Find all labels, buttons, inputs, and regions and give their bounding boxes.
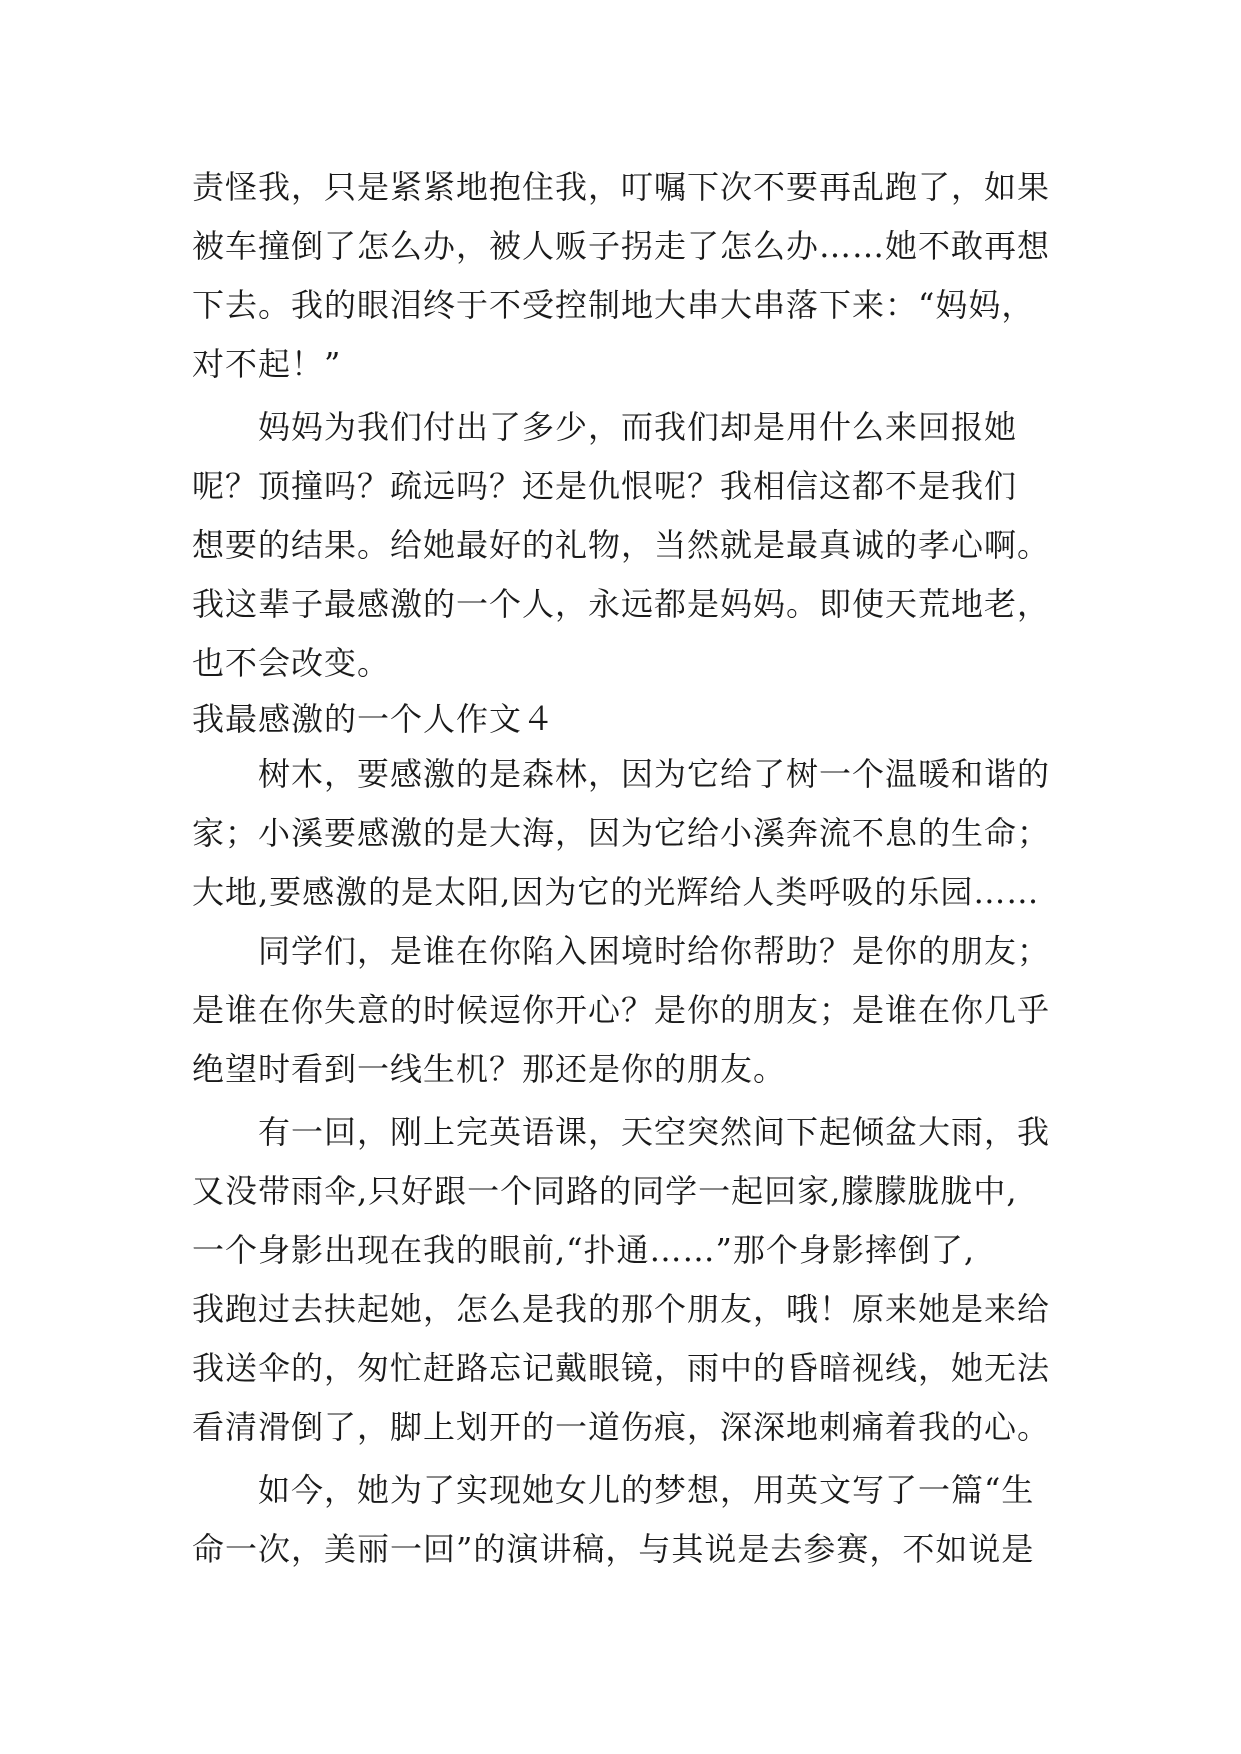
- text-line: 看清滑倒了，脚上划开的一道伤痕，深深地刺痛着我的心。: [192, 1408, 1051, 1446]
- text-line: 又没带雨伞,只好跟一个同路的同学一起回家,朦朦胧胧中,: [192, 1172, 1018, 1210]
- text-line: 一个身影出现在我的眼前,“扑通……”那个身影摔倒了,: [192, 1231, 976, 1269]
- text-line: 呢？顶撞吗？疏远吗？还是仇恨呢？我相信这都不是我们: [192, 467, 1018, 505]
- text-line: 想要的结果。给她最好的礼物，当然就是最真诚的孝心啊。: [192, 526, 1051, 564]
- paragraph-start-line: 树木，要感激的是森林，因为它给了树一个温暖和谐的: [258, 755, 1051, 793]
- text-line: 命一次，美丽一回”的演讲稿，与其说是去参赛，不如说是: [192, 1530, 1035, 1568]
- text-line: 下去。我的眼泪终于不受控制地大串大串落下来：“妈妈，: [192, 286, 1035, 324]
- text-line: 责怪我，只是紧紧地抱住我，叮嘱下次不要再乱跑了，如果: [192, 168, 1051, 206]
- text-line: 我送伞的，匆忙赶路忘记戴眼镜，雨中的昏暗视线，她无法: [192, 1349, 1051, 1387]
- text-line: 大地,要感激的是太阳,因为它的光辉给人类呼吸的乐园……: [192, 873, 1040, 911]
- text-line: 也不会改变。: [192, 644, 391, 682]
- text-line: 是谁在你失意的时候逗你开心？是你的朋友；是谁在你几乎: [192, 991, 1051, 1029]
- document-body: [192, 158, 1072, 1579]
- text-line: 被车撞倒了怎么办，被人贩子拐走了怎么办……她不敢再想: [192, 227, 1051, 265]
- paragraph-start-line: 同学们，是谁在你陷入困境时给你帮助？是你的朋友；: [258, 932, 1051, 970]
- paragraph-start-line: 如今，她为了实现她女儿的梦想，用英文写了一篇“生: [258, 1471, 1035, 1509]
- paragraph-start-line: 妈妈为我们付出了多少，而我们却是用什么来回报她: [258, 408, 1018, 446]
- section-heading: 我最感激的一个人作文４: [192, 700, 556, 738]
- text-line: 我跑过去扶起她，怎么是我的那个朋友，哦！原来她是来给: [192, 1290, 1051, 1328]
- text-line: 对不起！”: [192, 345, 342, 383]
- text-line: 绝望时看到一线生机？那还是你的朋友。: [192, 1050, 787, 1088]
- text-line: 家；小溪要感激的是大海，因为它给小溪奔流不息的生命；: [192, 814, 1051, 852]
- text-line: 我这辈子最感激的一个人，永远都是妈妈。即使天荒地老，: [192, 585, 1051, 623]
- paragraph-start-line: 有一回，刚上完英语课，天空突然间下起倾盆大雨，我: [258, 1113, 1051, 1151]
